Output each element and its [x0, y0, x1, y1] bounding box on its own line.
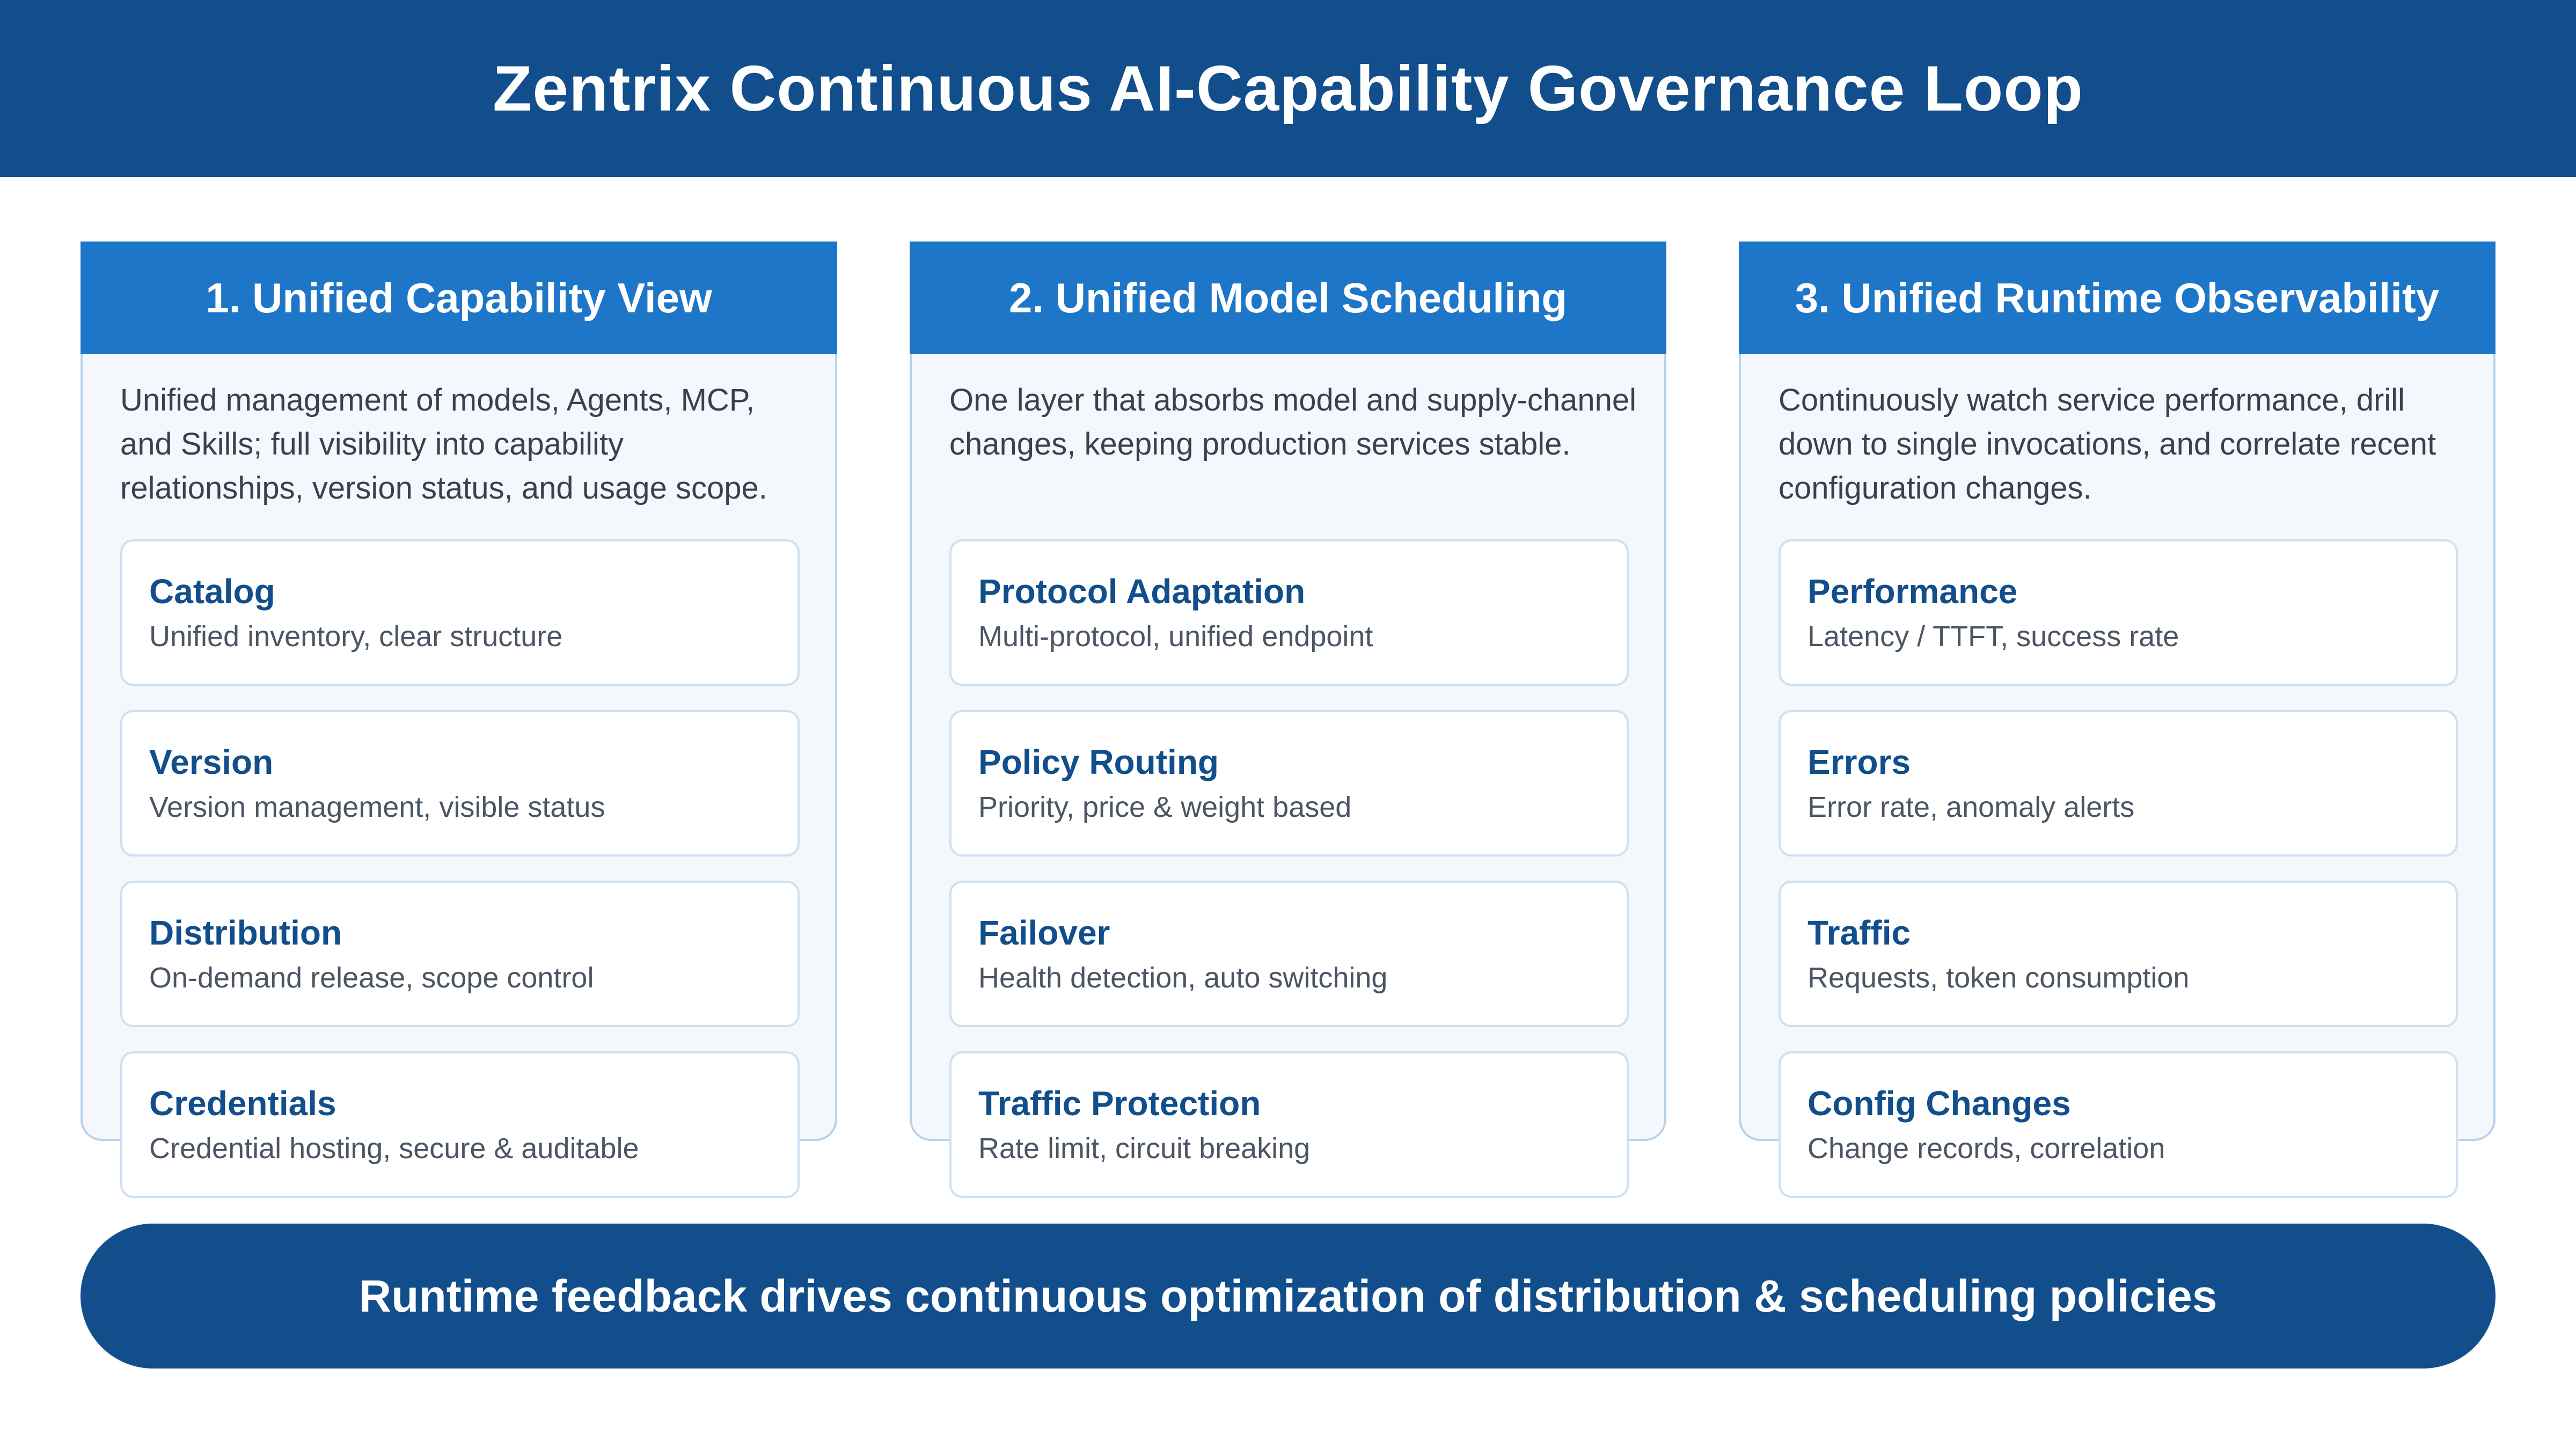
card-text: Change records, correlation: [1807, 1132, 2165, 1165]
card-text: Latency / TTFT, success rate: [1807, 620, 2179, 653]
card-version: [120, 710, 800, 857]
card-traffic: [1779, 881, 2458, 1027]
card-text: Error rate, anomaly alerts: [1807, 791, 2135, 823]
feedback-banner: Runtime feedback drives continuous optimization of distribution & scheduling policies: [80, 1224, 2496, 1368]
card-title: Catalog: [149, 572, 275, 611]
card-protocol-adaptation: [949, 539, 1629, 686]
column-heading: 3. Unified Runtime Observability: [1739, 241, 2496, 354]
card-text: Rate limit, circuit breaking: [978, 1132, 1311, 1165]
card-text: Version management, visible status: [149, 791, 605, 823]
card-text: Requests, token consumption: [1807, 962, 2190, 994]
title-banner: [0, 0, 2576, 177]
column-capability-view: [80, 241, 837, 1165]
page-title: Zentrix Continuous AI-Capability Governance Loop: [493, 53, 2083, 125]
card-distribution: [120, 881, 800, 1027]
column-description: One layer that absorbs model and supply-channel changes, keeping production services stable.: [949, 383, 1636, 462]
column-model-scheduling: [910, 241, 1666, 1165]
card-text: Health detection, auto switching: [978, 962, 1388, 994]
card-failover: [949, 881, 1629, 1027]
card-title: Policy Routing: [978, 743, 1219, 781]
card-title: Protocol Adaptation: [978, 572, 1306, 611]
card-title: Failover: [978, 913, 1110, 952]
column-runtime-observability: [1739, 241, 2496, 1165]
card-policy-routing: [949, 710, 1629, 857]
card-errors: [1779, 710, 2458, 857]
card-config-changes: [1779, 1051, 2458, 1198]
card-text: On-demand release, scope control: [149, 962, 594, 994]
card-catalog: [120, 539, 800, 686]
card-title: Config Changes: [1807, 1084, 2071, 1123]
card-title: Performance: [1807, 572, 2018, 611]
card-title: Traffic Protection: [978, 1084, 1261, 1123]
card-title: Credentials: [149, 1084, 336, 1123]
card-title: Version: [149, 743, 274, 781]
column-description: Unified management of models, Agents, MCP, and Skills; full visibility into capability relationships, version status, and usage scope.: [120, 383, 767, 506]
card-performance: [1779, 539, 2458, 686]
column-heading: 1. Unified Capability View: [80, 241, 837, 354]
column-description: Continuously watch service performance, drill down to single invocations, and correlate recent configuration changes.: [1779, 383, 2436, 506]
card-title: Errors: [1807, 743, 1911, 781]
card-credentials: [120, 1051, 800, 1198]
column-heading: 2. Unified Model Scheduling: [910, 241, 1666, 354]
card-title: Traffic: [1807, 913, 1911, 952]
card-text: Multi-protocol, unified endpoint: [978, 620, 1373, 653]
card-text: Credential hosting, secure & auditable: [149, 1132, 639, 1165]
card-text: Priority, price & weight based: [978, 791, 1352, 823]
card-traffic-protection: [949, 1051, 1629, 1198]
card-text: Unified inventory, clear structure: [149, 620, 563, 653]
card-title: Distribution: [149, 913, 342, 952]
